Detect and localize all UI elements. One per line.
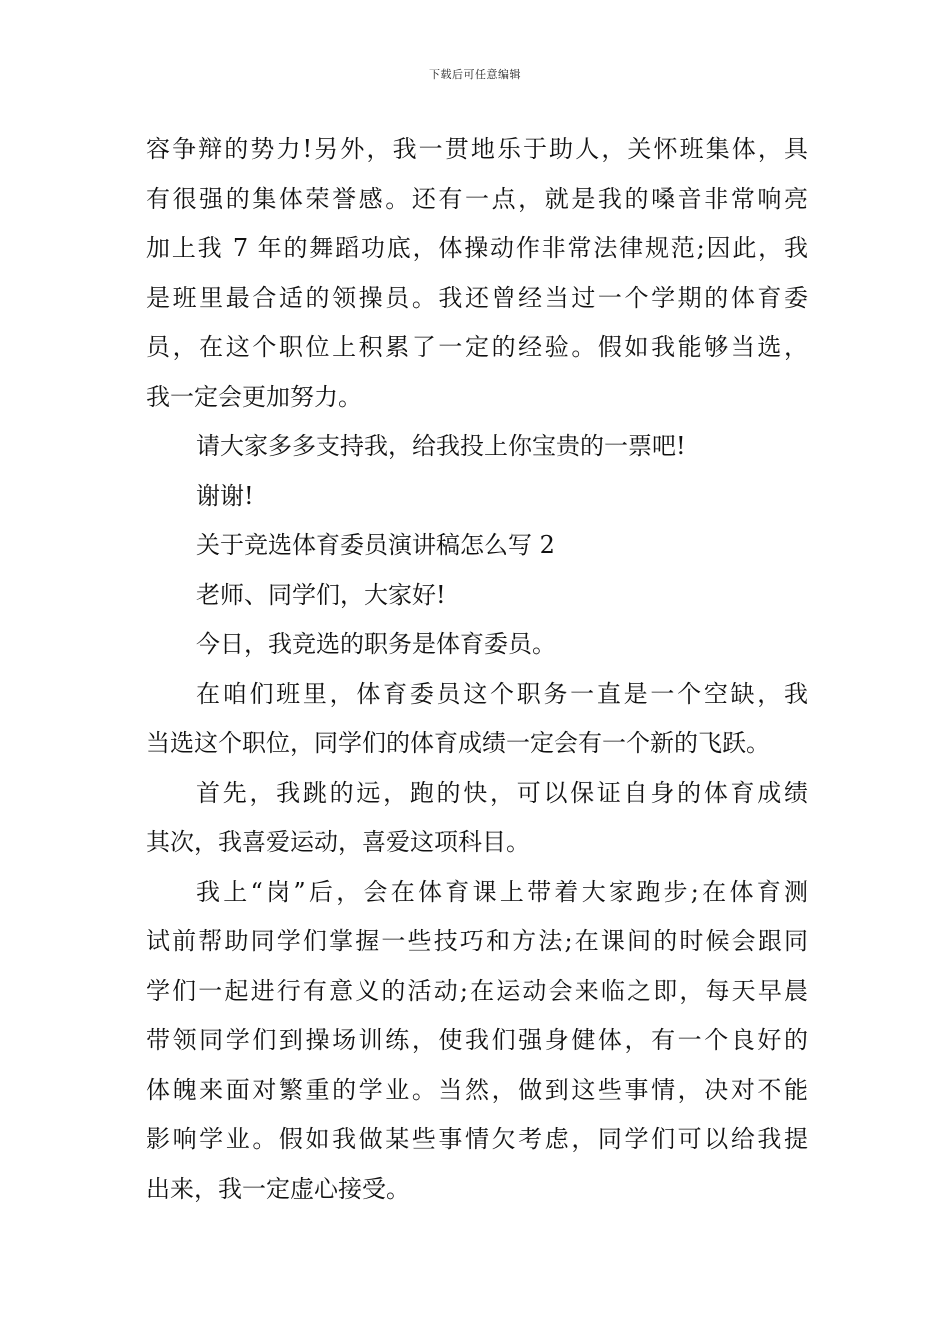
body-line: 当选这个职位，同学们的体育成绩一定会有一个新的飞跃。 xyxy=(146,729,770,757)
download-edit-note: 下载后可任意编辑 xyxy=(429,68,521,81)
greeting-line: 老师、同学们，大家好! xyxy=(196,580,446,609)
body-line: 其次，我喜爱运动，喜爱这项科目。 xyxy=(146,828,530,856)
body-line: 出来，我一定虚心接受。 xyxy=(146,1174,410,1203)
body-line: 我上“岗”后，会在体育课上带着大家跑步;在体育测 xyxy=(196,877,808,906)
body-line: 今日，我竞选的职务是体育委员。 xyxy=(196,630,556,658)
body-line: 请大家多多支持我，给我投上你宝贵的一票吧! xyxy=(196,432,686,460)
body-line: 在咱们班里，体育委员这个职务一直是一个空缺，我 xyxy=(196,679,808,708)
document-body xyxy=(146,125,808,1214)
body-line: 加上我 7 年的舞蹈功底，体操动作非常法律规范;因此，我 xyxy=(146,234,808,262)
body-line: 首先，我跳的远，跑的快，可以保证自身的体育成绩 xyxy=(196,778,808,807)
section-heading: 关于竞选体育委员演讲稿怎么写 2 xyxy=(196,531,555,559)
body-line: 有很强的集体荣誉感。还有一点，就是我的嗓音非常响亮 xyxy=(146,184,808,213)
body-line: 试前帮助同学们掌握一些技巧和方法;在课间的时候会跟同 xyxy=(146,927,808,955)
body-line: 学们一起进行有意义的活动;在运动会来临之即，每天早晨 xyxy=(146,976,808,1005)
body-line: 是班里最合适的领操员。我还曾经当过一个学期的体育委 xyxy=(146,283,808,312)
body-line: 体魄来面对繁重的学业。当然，做到这些事情，决对不能 xyxy=(146,1075,808,1104)
body-line: 员，在这个职位上积累了一定的经验。假如我能够当选， xyxy=(146,333,808,361)
body-line: 带领同学们到操场训练，使我们强身健体，有一个良好的 xyxy=(146,1026,808,1054)
body-line: 影响学业。假如我做某些事情欠考虑，同学们可以给我提 xyxy=(146,1125,808,1153)
body-line: 谢谢! xyxy=(196,481,254,510)
body-line: 我一定会更加努力。 xyxy=(146,382,362,411)
body-line: 容争辩的势力!另外，我一贯地乐于助人，关怀班集体，具 xyxy=(146,135,808,163)
